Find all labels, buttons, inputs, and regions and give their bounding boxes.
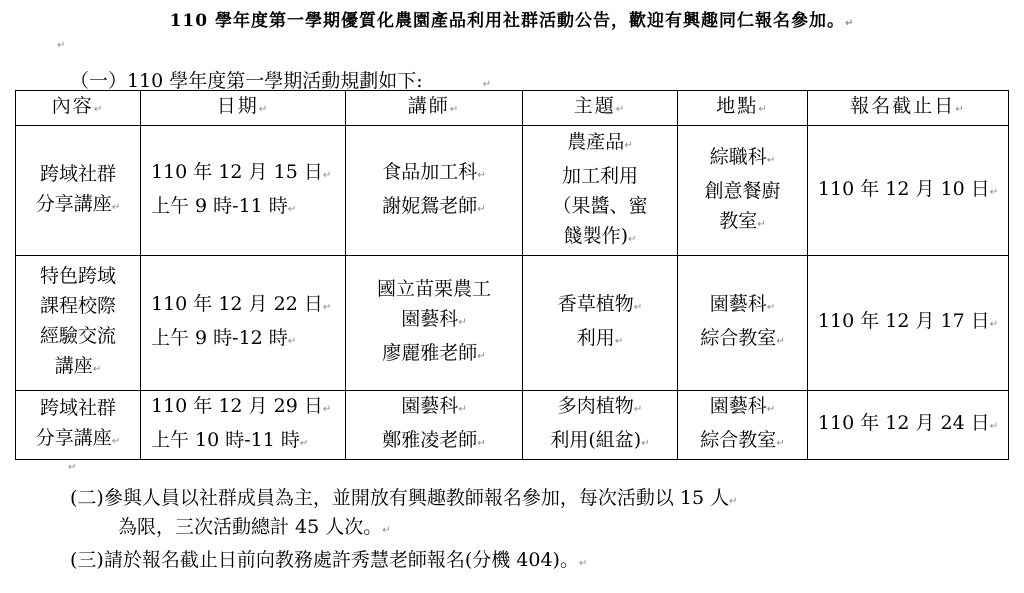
note-3: (三)請於報名截止日前向教務處許秀慧老師報名(分機 404)。↵ bbox=[70, 549, 588, 571]
table-header-row bbox=[16, 91, 1009, 126]
paragraph-mark-icon: ↵ bbox=[382, 525, 391, 536]
paragraph-mark-icon: ↵ bbox=[477, 351, 486, 362]
paragraph-mark-icon: ↵ bbox=[766, 154, 776, 166]
header-location: 地點↵ bbox=[678, 91, 808, 126]
paragraph-mark-icon: ↵ bbox=[628, 233, 637, 245]
paragraph-mark-icon: ↵ bbox=[322, 404, 332, 415]
paragraph-mark-icon: ↵ bbox=[989, 421, 999, 432]
schedule-table bbox=[15, 90, 1009, 460]
cell-lecturer: 食品加工科↵ 謝妮鴛老師↵ bbox=[346, 126, 523, 256]
header-content: 內容↵ bbox=[16, 91, 141, 126]
cell-mark-icon: ↵ bbox=[258, 104, 270, 115]
paragraph-mark-icon: ↵ bbox=[299, 438, 309, 449]
table-row bbox=[16, 126, 1009, 256]
cell-deadline: 110 年 12 月 10 日↵ bbox=[808, 126, 1009, 256]
header-topic: 主題↵ bbox=[523, 91, 678, 126]
paragraph-mark-icon: ↵ bbox=[322, 302, 332, 313]
cell-mark-icon: ↵ bbox=[955, 104, 966, 115]
paragraph-mark-icon: ↵ bbox=[989, 186, 999, 198]
paragraph-mark-icon: ↵ bbox=[477, 169, 486, 181]
paragraph-mark-icon: ↵ bbox=[322, 169, 332, 181]
cell-mark-icon: ↵ bbox=[615, 104, 627, 115]
paragraph-mark-icon: ↵ bbox=[729, 496, 738, 507]
note-2-line-1: (二)參與人員以社群成員為主，並開放有興趣教師報名參加，每次活動以 15 人↵ bbox=[70, 487, 738, 509]
cell-date: 110 年 12 月 29 日↵ 上午 10 時-11 時↵ bbox=[141, 391, 346, 460]
cell-topic: 農產品↵ 加工利用 （果醬、蜜 餞製作)↵ bbox=[523, 126, 678, 256]
paragraph-mark-icon: ↵ bbox=[477, 438, 486, 449]
paragraph-mark-icon: ↵ bbox=[57, 40, 66, 51]
paragraph-mark-icon: ↵ bbox=[633, 404, 643, 415]
paragraph-mark-icon: ↵ bbox=[458, 404, 467, 415]
paragraph-mark-icon: ↵ bbox=[766, 404, 776, 415]
note-2-line-2: 為限，三次活動總計 45 人次。↵ bbox=[118, 516, 391, 538]
cell-date: 110 年 12 月 15 日↵ 上午 9 時-11 時↵ bbox=[141, 126, 346, 256]
paragraph-mark-icon: ↵ bbox=[641, 438, 650, 449]
paragraph-mark-icon: ↵ bbox=[458, 317, 467, 328]
paragraph-mark-icon: ↵ bbox=[287, 203, 297, 215]
page-title bbox=[0, 6, 1024, 31]
paragraph-mark-icon: ↵ bbox=[757, 218, 766, 230]
cell-location: 綜職科↵ 創意餐廚 教室↵ bbox=[678, 126, 808, 256]
cell-mark-icon: ↵ bbox=[758, 104, 769, 115]
cell-mark-icon: ↵ bbox=[449, 104, 461, 115]
paragraph-mark-icon: ↵ bbox=[989, 319, 999, 330]
paragraph-mark-icon: ↵ bbox=[287, 336, 297, 347]
header-lecturer: 講師↵ bbox=[346, 91, 523, 126]
cell-content: 跨域社群 分享講座↵ bbox=[16, 391, 141, 460]
cell-content: 跨域社群 分享講座↵ bbox=[16, 126, 141, 256]
cell-location: 園藝科↵ 綜合教室↵ bbox=[678, 391, 808, 460]
cell-mark-icon: ↵ bbox=[93, 104, 105, 115]
cell-location: 園藝科↵ 綜合教室↵ bbox=[678, 256, 808, 391]
paragraph-mark-icon: ↵ bbox=[68, 462, 77, 473]
paragraph-mark-icon: ↵ bbox=[111, 201, 121, 213]
table-row bbox=[16, 391, 1009, 460]
cell-content: 特色跨域 課程校際 經驗交流 講座↵ bbox=[16, 256, 141, 391]
paragraph-mark-icon: ↵ bbox=[614, 336, 624, 347]
cell-deadline: 110 年 12 月 24 日↵ bbox=[808, 391, 1009, 460]
cell-lecturer: 國立苗栗農工 園藝科↵ 廖麗雅老師↵ bbox=[346, 256, 523, 391]
title-text: 110 學年度第一學期優質化農園產品利用社群活動公告，歡迎有興趣同仁報名參加。 bbox=[169, 11, 845, 31]
paragraph-mark-icon: ↵ bbox=[766, 302, 776, 313]
paragraph-mark-icon: ↵ bbox=[845, 18, 855, 29]
cell-topic: 多肉植物↵ 利用(組盆)↵ bbox=[523, 391, 678, 460]
cell-topic: 香草植物↵ 利用↵ bbox=[523, 256, 678, 391]
table-row bbox=[16, 256, 1009, 391]
paragraph-mark-icon: ↵ bbox=[578, 558, 588, 569]
paragraph-mark-icon: ↵ bbox=[111, 436, 121, 447]
paragraph-mark-icon: ↵ bbox=[776, 438, 785, 449]
paragraph-mark-icon: ↵ bbox=[92, 364, 102, 375]
header-date: 日期↵ bbox=[141, 91, 346, 126]
header-deadline: 報名截止日↵ bbox=[808, 91, 1009, 126]
paragraph-mark-icon: ↵ bbox=[482, 79, 492, 90]
plan-heading-text: （一）110 學年度第一學期活動規劃如下: bbox=[70, 70, 423, 92]
paragraph-mark-icon: ↵ bbox=[477, 203, 486, 215]
paragraph-mark-icon: ↵ bbox=[776, 336, 785, 347]
cell-deadline: 110 年 12 月 17 日↵ bbox=[808, 256, 1009, 391]
plan-heading bbox=[70, 66, 491, 93]
cell-lecturer: 園藝科↵ 鄭雅凌老師↵ bbox=[346, 391, 523, 460]
cell-date: 110 年 12 月 22 日↵ 上午 9 時-12 時↵ bbox=[141, 256, 346, 391]
paragraph-mark-icon: ↵ bbox=[633, 302, 643, 313]
paragraph-mark-icon: ↵ bbox=[624, 139, 633, 151]
